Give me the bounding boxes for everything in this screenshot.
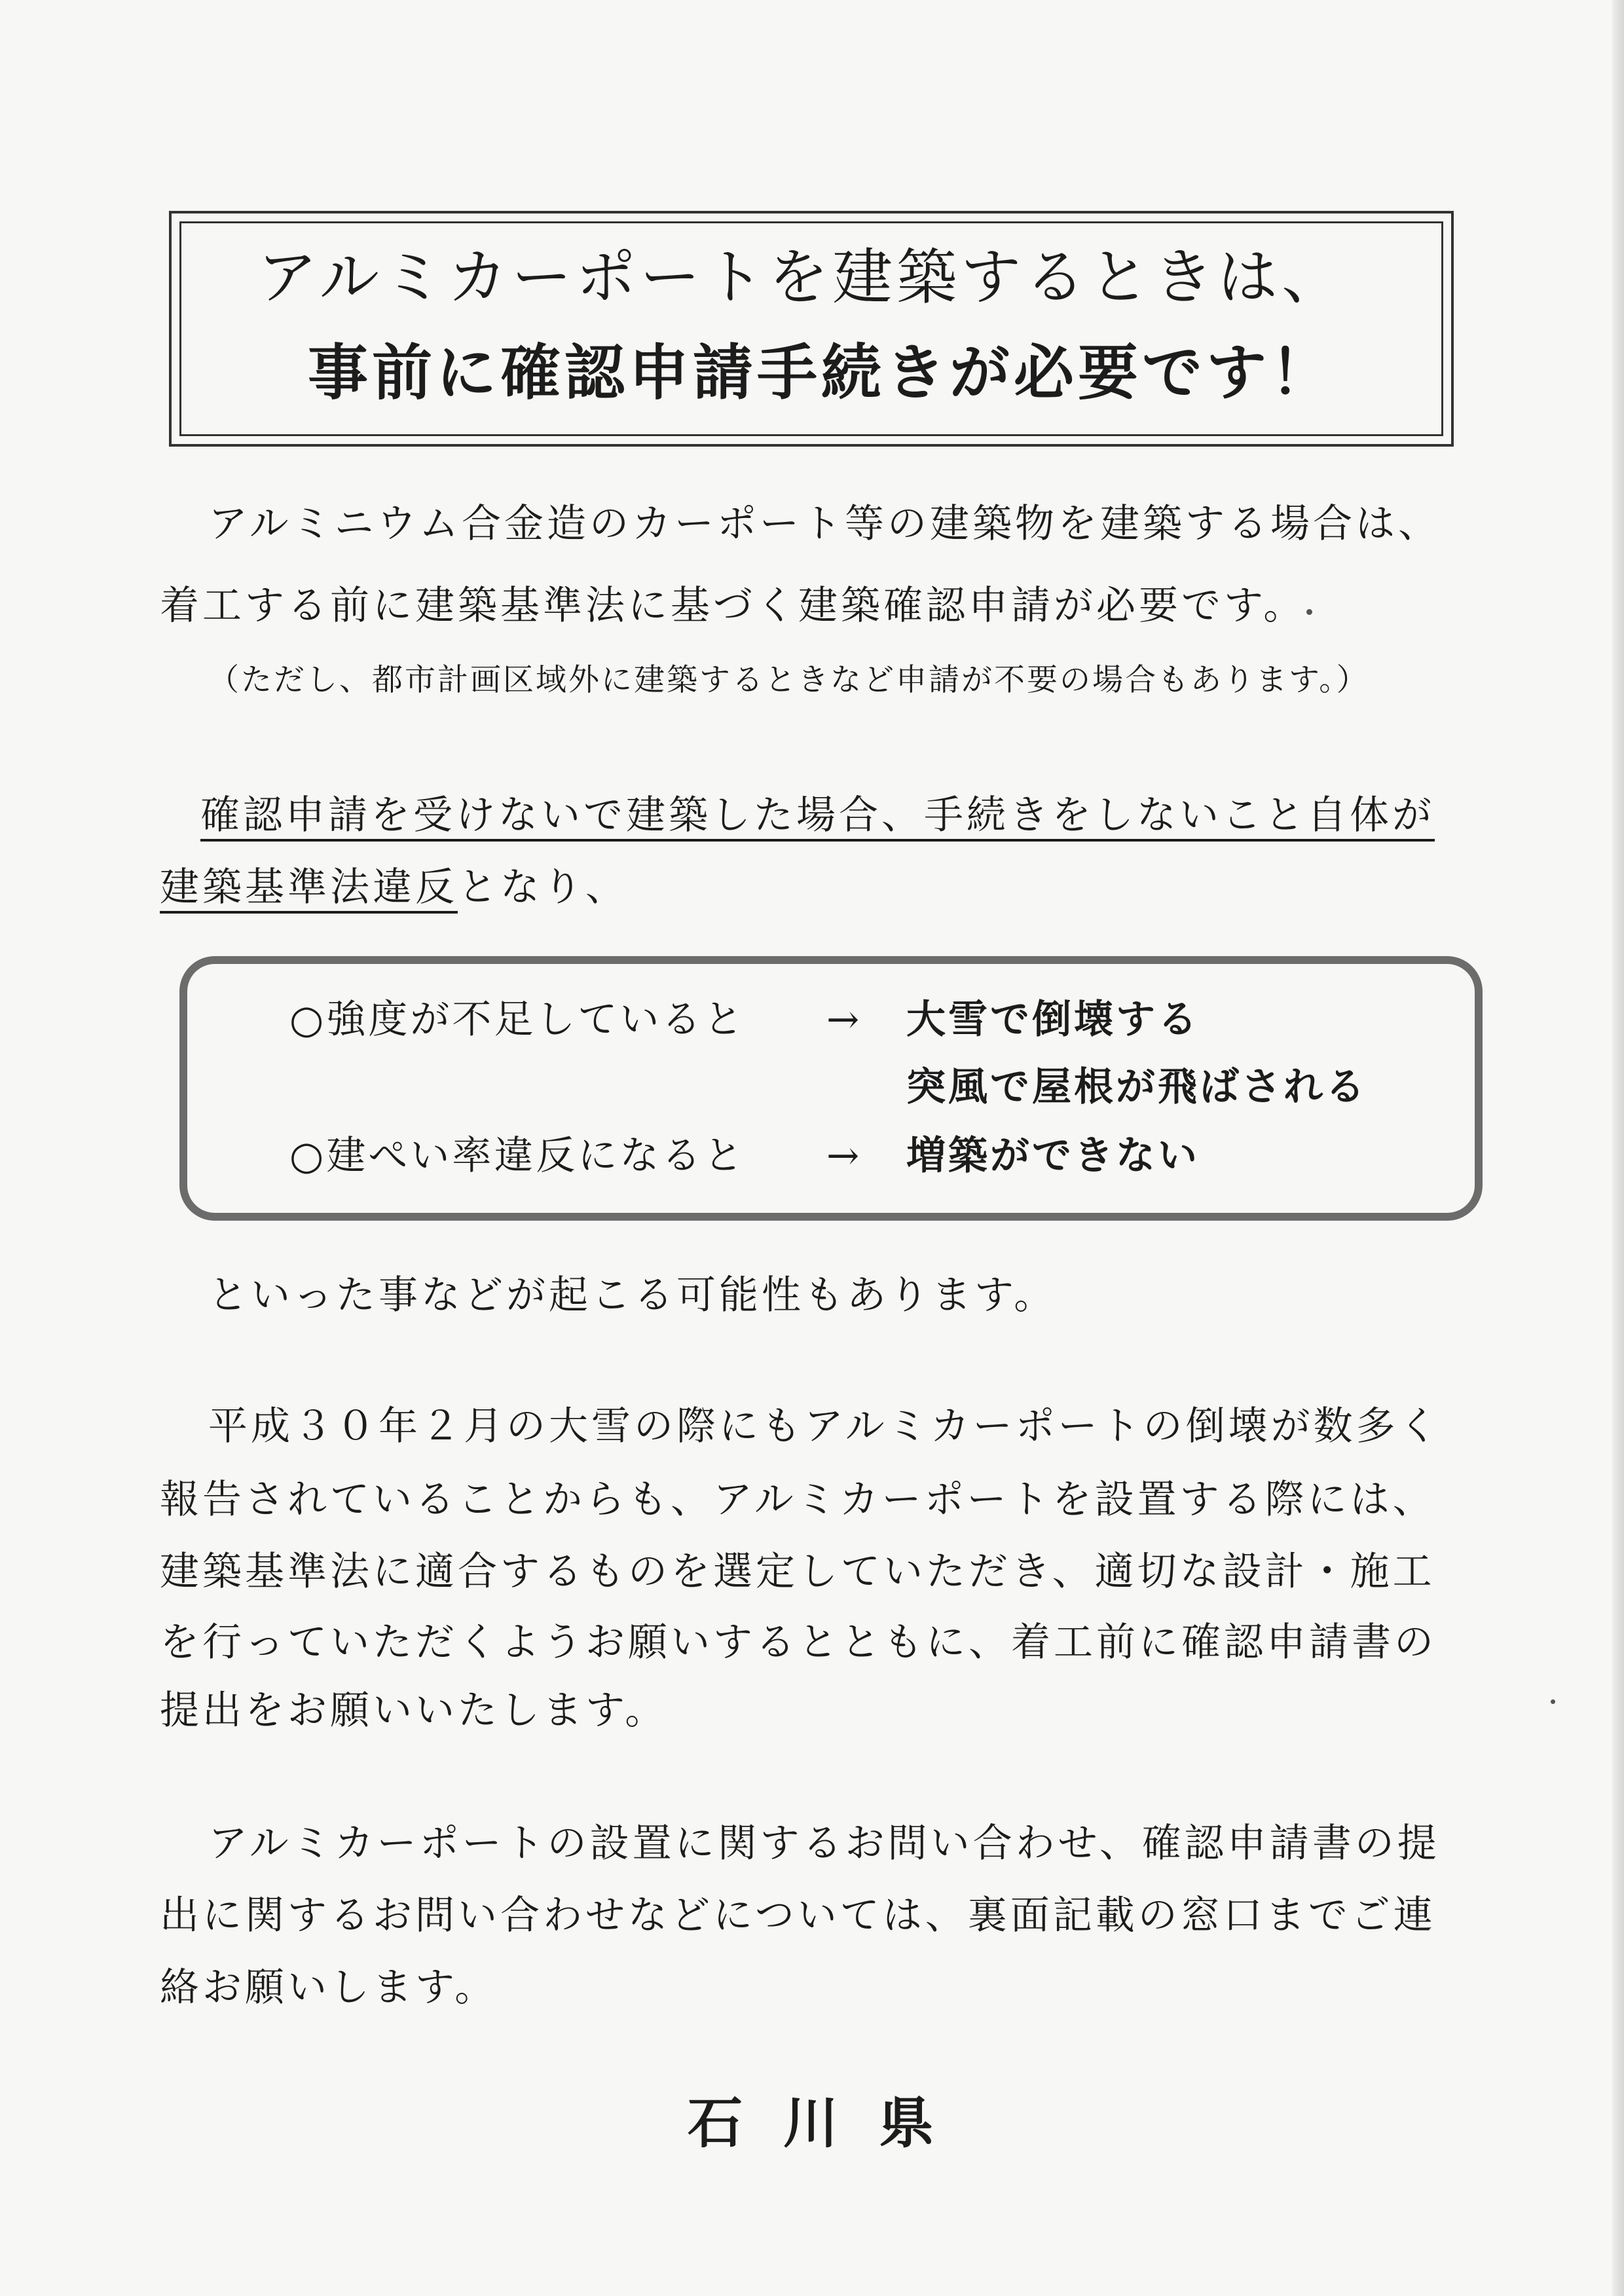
title-box <box>169 211 1454 447</box>
paragraph2-line-4: を行っていただくようお願いするとともに、着工前に確認申請書の <box>160 1620 1437 1665</box>
after-box-text: といった事などが起こる可能性もあります。 <box>208 1272 1057 1318</box>
paragraph2-line-1: 平成３０年２月の大雪の際にもアルミカーポートの倒壊が数多く <box>208 1403 1441 1449</box>
page-edge-shadow <box>1612 0 1624 2296</box>
intro-line-2: 着工する前に建築基準法に基づく建築確認申請が必要です。 <box>160 583 1306 629</box>
consequence-arrow-1: → <box>826 997 862 1043</box>
violation-line-2 <box>160 864 628 910</box>
consequence-result-2: 増築ができない <box>906 1133 1200 1179</box>
paragraph2-line-2: 報告されていることからも、アルミカーポートを設置する際には、 <box>160 1477 1435 1523</box>
intro-note: （ただし、都市計画区域外に建築するときなど申請が不要の場合もあります。） <box>208 662 1369 698</box>
consequence-condition-2: ○建ぺい率違反になると <box>289 1133 746 1179</box>
consequence-arrow-2: → <box>826 1133 862 1179</box>
paragraph3-line-1: アルミカーポートの設置に関するお問い合わせ、確認申請書の提 <box>208 1821 1440 1866</box>
scan-speck <box>1551 1699 1555 1704</box>
consequence-condition-1: ○強度が不足していると <box>289 997 746 1043</box>
title-line-1: アルミカーポートを建築するときは、 <box>257 242 1346 312</box>
violation-line-2-rest: となり、 <box>458 864 628 910</box>
paragraph3-line-2: 出に関するお問い合わせなどについては、裏面記載の窓口までご連 <box>160 1893 1436 1938</box>
consequence-result-1a: 大雪で倒壊する <box>906 997 1200 1043</box>
violation-highlight: 建築基準法違反 <box>160 864 458 910</box>
paragraph2-line-5: 提出をお願いいたします。 <box>160 1688 668 1733</box>
consequence-result-1b: 突風で屋根が飛ばされる <box>906 1064 1367 1110</box>
title-line-2: 事前に確認申請手続きが必要です！ <box>307 338 1335 408</box>
violation-line-1: 確認申請を受けないで建築した場合、手続きをしないこと自体が <box>200 792 1435 838</box>
paragraph2-line-3: 建築基準法に適合するものを選定していただき、適切な設計・施工 <box>160 1549 1435 1595</box>
scan-speck <box>1306 609 1312 615</box>
intro-line-1: アルミニウム合金造のカーポート等の建築物を建築する場合は、 <box>208 501 1441 547</box>
paragraph3-line-3: 絡お願いします。 <box>160 1965 498 2010</box>
issuer-name: 石川県 <box>688 2091 975 2155</box>
